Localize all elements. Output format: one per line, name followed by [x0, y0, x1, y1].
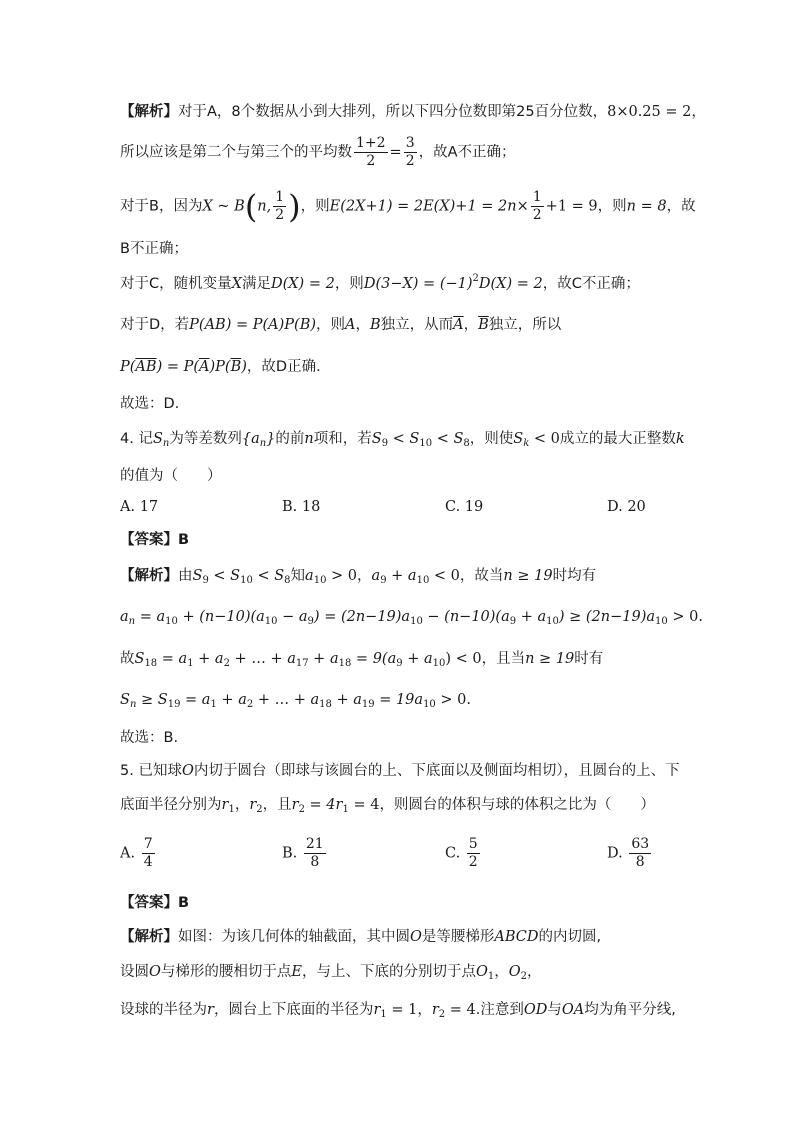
q3-analysis-line-2: 所以应该是第二个与第三个的平均数 $\frac{1+2}{2}$ = $\frac{3}{2}$ ，故A不正确；: [120, 135, 516, 169]
q4-analysis-line-2: $a_n = a_{10} + (n-10)(a_{10} - a_9) = (2n-19)a_{10} - (n-10)(a_9 + a_{10}) \ge (2n-19)a_{10} > 0$.: [120, 609, 703, 627]
q4-stem-line-2: 的值为（ ）: [120, 468, 222, 484]
q4-stem-line-1: 4. 记$S_n$为等差数列$\{a_n\}$的前n项和，若$S_9 < S_{10} < S_8$，则使$S_k < 0$成立的最大正整数k: [120, 431, 685, 449]
q3-analysis-line-7: $P(\overline{AB}) = P(\overline{A})P(\overline{B})$，故D正确.: [120, 359, 321, 375]
fraction: $\frac{1+2}{2}$: [356, 135, 386, 169]
q4-option-d[interactable]: D. 20: [607, 499, 646, 515]
q4-analysis-line-3: 故$S_{18} = a_1 + a_2$ + … + $a_{17} + a_{18} = 9(a_9 + a_{10}) < 0$，且当n ≥ 19时有: [120, 651, 604, 669]
q5-analysis-line-1: 【解析】如图：为该几何体的轴截面，其中圆O是等腰梯形ABCD的内切圆,: [120, 929, 602, 945]
q5-stem-line-2: 底面半径分别为$r_1$，$r_2$，且$r_2 = 4r_1 = 4$，则圆台的体积与球的体积之比为（ ）: [120, 797, 655, 815]
q4-option-a[interactable]: A. 17: [120, 499, 159, 515]
q5-analysis-line-3: 设球的半径为r，圆台上下底面的半径为$r_1 = 1$，$r_2 = 4$.注意到OD与OA均为角平分线,: [120, 1002, 676, 1020]
q3-analysis-line-4: B不正确；: [120, 241, 188, 257]
q5-option-d[interactable]: D. $\frac{63}{8}$: [607, 836, 650, 870]
q3-analysis-line-3: 对于B，因为X ~ B(n, $\frac{1}{2}$ )，则E(2X+1) = 2E(X)+1 = 2n× $\frac{1}{2}$ +1 = 9，则n = 8，故: [120, 187, 696, 226]
fraction: $\frac{63}{8}$: [631, 836, 650, 870]
q3-analysis-line-1: 【解析】对于A，8个数据从小到大排列，所以下四分位数即第25百分位数，8×0.25 = 2，: [120, 104, 706, 120]
q5-analysis-line-2: 设圆O与梯形的腰相切于点E，与上、下底的分别切于点$O_1$，$O_2$，: [120, 964, 542, 982]
q3-analysis-line-6: 对于D，若P(AB) = P(A)P(B)，则A，B独立，从而$\overline{A}$，$\overline{B}$独立，所以: [120, 317, 562, 333]
q5-option-b[interactable]: B. $\frac{21}{8}$: [282, 836, 324, 870]
q4-choose: 故选：B.: [120, 730, 179, 746]
q3-choose: 故选：D.: [120, 396, 180, 412]
q4-analysis-line-4: $S_n \ge S_{19} = a_1 + a_2$ + … + $a_{18} + a_{19} = 19a_{10} > 0$.: [120, 692, 471, 710]
q4-option-c[interactable]: C. 19: [445, 499, 484, 515]
q5-option-a[interactable]: A. $\frac{7}{4}$: [120, 836, 153, 870]
fraction: $\frac{21}{8}$: [305, 836, 324, 870]
q3-analysis-line-5: 对于C，随机变量X满足D(X) = 2，则$D(3-X) = (-1)^2D(X) = 2$，故C不正确；: [120, 273, 640, 292]
q5-answer: 【答案】B: [120, 895, 190, 911]
fraction: $\frac{1}{2}$: [275, 189, 285, 223]
q5-stem-line-1: 5. 已知球O内切于圆台（即球与该圆台的上、下底面以及侧面均相切），且圆台的上、下: [120, 763, 680, 779]
fraction: $\frac{5}{2}$: [468, 836, 478, 870]
q4-option-b[interactable]: B. 18: [282, 499, 321, 515]
q5-option-c[interactable]: C. $\frac{5}{2}$: [445, 836, 478, 870]
fraction: $\frac{7}{4}$: [143, 836, 153, 870]
q4-analysis-line-1: 【解析】由$S_9 < S_{10} < S_8$知$a_{10} > 0$，$a_9 + a_{10} < 0$，故当n ≥ 19时均有: [120, 568, 597, 586]
q4-answer: 【答案】B: [120, 532, 190, 548]
fraction: $\frac{1}{2}$: [532, 189, 542, 223]
fraction: $\frac{3}{2}$: [405, 135, 415, 169]
